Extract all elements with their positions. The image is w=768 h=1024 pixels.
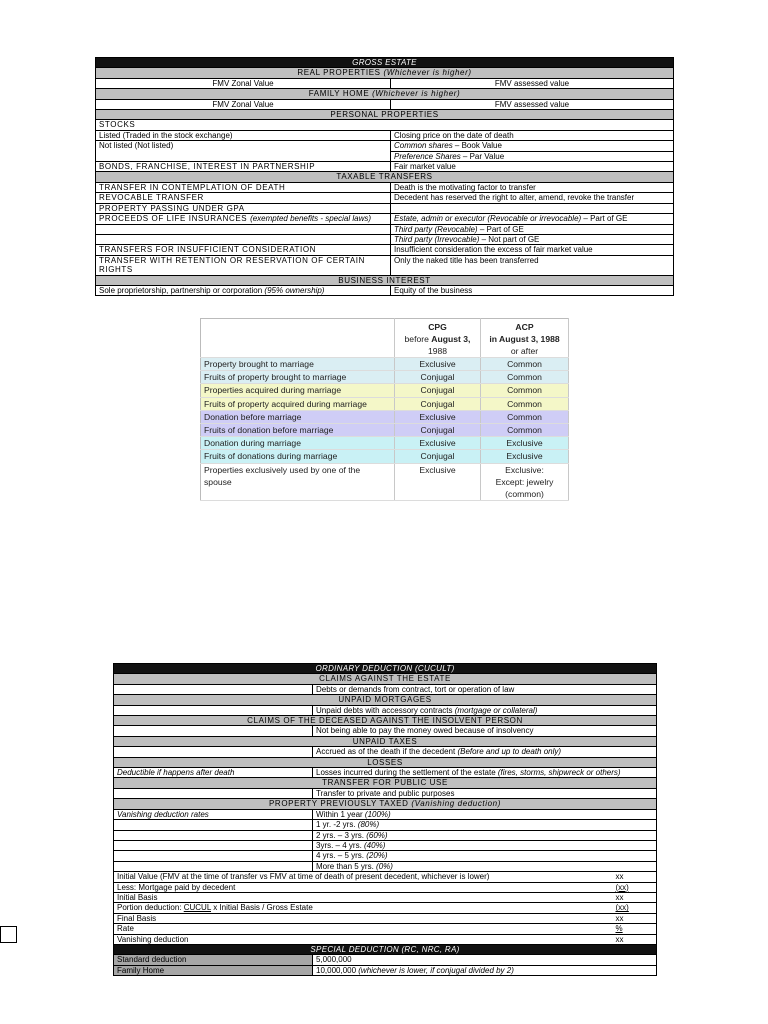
standard-deduction-value: 5,000,000 [313, 955, 657, 965]
regime-last-label: Properties exclusively used by one of the spouse [201, 463, 395, 501]
regime-row-cpg: Conjugal [395, 424, 481, 437]
regime-row-cpg: Conjugal [395, 384, 481, 397]
real-properties-header: REAL PROPERTIES (Whichever is higher) [96, 68, 674, 78]
special-deduction-title: SPECIAL DEDUCTION (RC, NRC, RA) [114, 944, 657, 954]
empty-cell [96, 234, 391, 244]
mortgages-header: UNPAID MORTGAGES [114, 695, 657, 705]
property-regime-table [200, 318, 569, 501]
third-party-irrevocable-value: Third party (Irrevocable) – Not part of GE [391, 234, 674, 244]
family-home-right: FMV assessed value [391, 99, 674, 109]
revocable-label: REVOCABLE TRANSFER [96, 193, 391, 203]
computation-label: Vanishing deduction [114, 934, 613, 944]
empty-cell [114, 726, 313, 736]
business-interest-header: BUSINESS INTEREST [96, 275, 674, 285]
losses-value: Losses incurred during the settlement of the estate (fires, storms, shipwreck or others) [313, 768, 657, 778]
taxable-transfers-header: TAXABLE TRANSFERS [96, 172, 674, 182]
computation-label: Rate [114, 924, 613, 934]
insufficient-value: Insufficient consideration the excess of fair market value [391, 245, 674, 255]
public-use-header: TRANSFER FOR PUBLIC USE [114, 778, 657, 788]
rate-row: 4 yrs. – 5 yrs. (20%) [313, 851, 657, 861]
mortgages-value: Unpaid debts with accessory contracts (mortgage or collateral) [313, 705, 657, 715]
business-interest-right: Equity of the business [391, 285, 674, 295]
regime-row-label: Donation before marriage [201, 410, 395, 423]
insolvent-value: Not being able to pay the money owed because of insolvency [313, 726, 657, 736]
life-insurance-label: PROCEEDS OF LIFE INSURANCES (exempted benefits - special laws) [96, 214, 391, 224]
gross-estate-table [95, 57, 674, 296]
rate-row: Within 1 year (100%) [313, 809, 657, 819]
computation-label: Less: Mortgage paid by decedent [114, 882, 613, 892]
empty-cell [96, 224, 391, 234]
regime-row-acp: Common [481, 424, 569, 437]
stocks-label: STOCKS [96, 120, 674, 130]
computation-amount: xx [613, 934, 657, 944]
empty-cell [114, 840, 313, 850]
standard-deduction-label: Standard deduction [114, 955, 313, 965]
gpa-label: PROPERTY PASSING UNDER GPA [96, 203, 391, 213]
taxes-value: Accrued as of the death if the decedent (Before and up to death only) [313, 747, 657, 757]
not-listed-stocks-label: Not listed (Not listed) [96, 141, 391, 162]
family-home-deduction-label: Family Home [114, 965, 313, 975]
computation-amount: xx [613, 913, 657, 923]
regime-row-label: Fruits of donation before marriage [201, 424, 395, 437]
preference-shares-value: Preference Shares – Par Value [391, 151, 674, 161]
computation-label: Initial Value (FMV at the time of transfer vs FMV at time of death of present decedent, whichever is lower) [114, 872, 613, 882]
regime-row-acp: Exclusive [481, 437, 569, 450]
empty-cell [114, 788, 313, 798]
personal-properties-header: PERSONAL PROPERTIES [96, 110, 674, 120]
regime-last-cpg: Exclusive [395, 463, 481, 501]
bonds-value: Fair market value [391, 162, 674, 172]
computation-amount: (xx) [613, 903, 657, 913]
regime-row-label: Fruits of property brought to marriage [201, 371, 395, 384]
common-shares-value: Common shares – Book Value [391, 141, 674, 151]
third-party-revocable-value: Third party (Revocable) – Part of GE [391, 224, 674, 234]
empty-cell [114, 861, 313, 871]
retention-value: Only the naked title has been transferred [391, 255, 674, 275]
cpg-header: CPG before August 3, 1988 [395, 319, 481, 358]
claims-value: Debts or demands from contract, tort or operation of law [313, 684, 657, 694]
revocable-value: Decedent has reserved the right to alter, amend, revoke the transfer [391, 193, 674, 203]
contemplation-label: TRANSFER IN CONTEMPLATION OF DEATH [96, 182, 391, 192]
bonds-label: BONDS, FRANCHISE, INTEREST IN PARTNERSHIP [96, 162, 391, 172]
empty-cell [114, 684, 313, 694]
regime-row-cpg: Exclusive [395, 358, 481, 371]
regime-row-acp: Common [481, 358, 569, 371]
listed-stocks-value: Closing price on the date of death [391, 130, 674, 140]
regime-row-cpg: Conjugal [395, 397, 481, 410]
family-home-left: FMV Zonal Value [96, 99, 391, 109]
empty-cell [114, 820, 313, 830]
regime-row-acp: Common [481, 397, 569, 410]
regime-row-label: Properties acquired during marriage [201, 384, 395, 397]
losses-left: Deductible if happens after death [114, 768, 313, 778]
computation-label: Initial Basis [114, 892, 613, 902]
rate-row: 1 yr. -2 yrs. (80%) [313, 820, 657, 830]
regime-row-acp: Common [481, 384, 569, 397]
insufficient-label: TRANSFERS FOR INSUFFICIENT CONSIDERATION [96, 245, 391, 255]
contemplation-value: Death is the motivating factor to transfer [391, 182, 674, 192]
insolvent-header: CLAIMS OF THE DECEASED AGAINST THE INSOLVENT PERSON [114, 716, 657, 726]
life-insurance-value: Estate, admin or executor (Revocable or irrevocable) – Part of GE [391, 214, 674, 224]
portion-deduction-label: Portion deduction: CUCUL x Initial Basis / Gross Estate [114, 903, 613, 913]
ordinary-deduction-title: ORDINARY DEDUCTION (CUCULT) [114, 664, 657, 674]
regime-row-cpg: Exclusive [395, 437, 481, 450]
rate-row: 2 yrs. – 3 yrs. (60%) [313, 830, 657, 840]
regime-corner [201, 319, 395, 358]
empty-cell [114, 705, 313, 715]
gpa-value [391, 203, 674, 213]
public-use-value: Transfer to private and public purposes [313, 788, 657, 798]
family-home-header: FAMILY HOME (Whichever is higher) [96, 89, 674, 99]
regime-row-cpg: Conjugal [395, 371, 481, 384]
ppt-header: PROPERTY PREVIOUSLY TAXED (Vanishing deduction) [114, 799, 657, 809]
vanishing-rates-label: Vanishing deduction rates [114, 809, 313, 819]
real-properties-right: FMV assessed value [391, 78, 674, 88]
deductions-table [113, 663, 657, 976]
regime-row-acp: Exclusive [481, 450, 569, 463]
rate-row: More than 5 yrs. (0%) [313, 861, 657, 871]
claims-header: CLAIMS AGAINST THE ESTATE [114, 674, 657, 684]
computation-amount: xx [613, 892, 657, 902]
empty-cell [114, 851, 313, 861]
acp-header: ACP in August 3, 1988 or after [481, 319, 569, 358]
gross-estate-title: GROSS ESTATE [96, 58, 674, 68]
regime-row-acp: Common [481, 410, 569, 423]
regime-row-label: Fruits of donations during marriage [201, 450, 395, 463]
retention-label: TRANSFER WITH RETENTION OR RESERVATION OF CERTAIN RIGHTS [96, 255, 391, 275]
empty-cell [114, 830, 313, 840]
page-corner-box [0, 926, 17, 943]
computation-amount: % [613, 924, 657, 934]
regime-row-label: Fruits of property acquired during marriage [201, 397, 395, 410]
computation-label: Final Basis [114, 913, 613, 923]
rate-row: 3yrs. – 4 yrs. (40%) [313, 840, 657, 850]
regime-row-acp: Common [481, 371, 569, 384]
business-interest-left: Sole proprietorship, partnership or corporation (95% ownership) [96, 285, 391, 295]
regime-row-cpg: Conjugal [395, 450, 481, 463]
regime-row-label: Donation during marriage [201, 437, 395, 450]
regime-last-acp: Exclusive: Except: jewelry (common) [481, 463, 569, 501]
listed-stocks-label: Listed (Traded in the stock exchange) [96, 130, 391, 140]
real-properties-left: FMV Zonal Value [96, 78, 391, 88]
computation-amount: (xx) [613, 882, 657, 892]
computation-amount: xx [613, 872, 657, 882]
losses-header: LOSSES [114, 757, 657, 767]
regime-row-label: Property brought to marriage [201, 358, 395, 371]
taxes-header: UNPAID TAXES [114, 736, 657, 746]
empty-cell [114, 747, 313, 757]
regime-row-cpg: Exclusive [395, 410, 481, 423]
family-home-deduction-value: 10,000,000 (whichever is lower, if conjugal divided by 2) [313, 965, 657, 975]
